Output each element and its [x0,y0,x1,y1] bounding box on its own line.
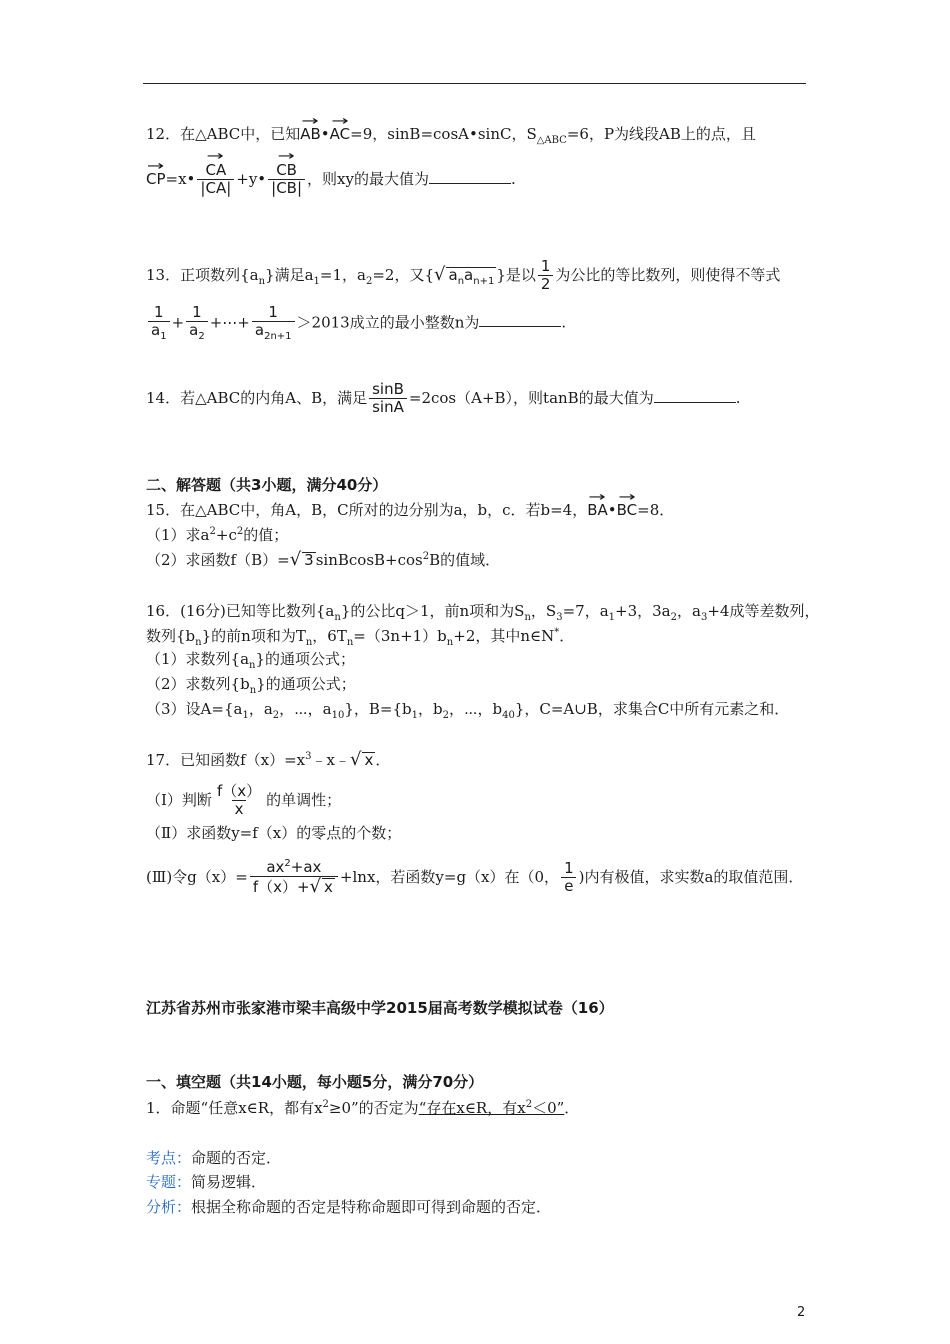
sub: 2 [272,710,280,721]
fenxi-text: 根据全称命题的否定是特称命题即可得到命题的否定． [191,1198,552,1216]
text: ﹣x﹣ [311,751,350,769]
sub: 2 [365,275,373,287]
sub: n [334,612,341,623]
vector-ba: → BA [587,503,608,518]
sub: 10 [331,710,345,721]
fraction-half [538,258,554,294]
text: ≥0”的否定为 [328,1099,419,1117]
fraction-1-e [561,860,577,896]
fraction-g [250,858,338,898]
text: }的通项公式； [256,675,356,693]
q13-line1 [146,258,780,294]
q13-text4: =2，又{ [372,265,434,284]
q12-text: 12．在△ABC中，已知 [146,125,301,143]
text: ，⋯，b [448,700,503,718]
sub: n [249,685,257,696]
sub: n [524,612,531,623]
zhuanti-line [146,1175,266,1190]
text: }，C=A∪B，求集合C中所有元素之和． [514,700,790,718]
q13-text: 13．正项数列{a [146,265,259,284]
q15-part2 [146,551,500,569]
num [263,858,324,876]
sqrt-x: x [324,878,333,897]
text: 的单调性； [266,790,342,809]
sup: 2 [284,858,291,869]
q15-part1 [146,527,288,543]
sub: n [457,275,465,287]
q16-line2 [146,628,574,648]
sub: 3 [556,612,563,623]
text: +lnx，若函数y=g（x）在（0， [339,867,560,886]
sub: 1 [411,710,418,721]
q13-text2: }满足a [265,265,314,284]
radical-sign: √ [309,876,322,898]
sub: n [249,660,256,671]
text: 17．已知函数f（x）=x [146,751,306,769]
a: a [448,265,458,284]
answer-1 [419,1099,565,1117]
text: ＜0” [532,1099,565,1117]
sub: 1 [160,331,167,343]
sub: 1 [608,612,616,623]
text: +2，其中n∈N [453,627,555,645]
sqrt-x: x [364,751,374,769]
vector-ca: → CA [202,162,229,179]
q17-part3 [146,858,803,898]
sqrt-anan1 [446,267,496,287]
vector-cp: → CP [146,172,166,187]
radical-sign: √ [434,263,446,285]
sqrt-3: 3 [304,551,314,569]
sub: n [446,637,454,648]
text: ，6T [312,627,347,645]
q13-ineq: ＞2013成立的最小整数n为 [296,313,480,332]
text: (Ⅲ)令g（x）= [146,867,248,886]
vector-bc: → BC [617,503,638,518]
dot-op: • [320,125,330,143]
text: }的通项公式； [255,650,356,668]
text: }的前n项和为T [201,627,306,645]
q16-part3 [146,702,789,721]
text: )内有极值，求实数a的取值范围． [578,867,804,886]
text: +4成等差数列， [707,602,820,620]
q14-line [146,381,740,417]
den: sinA [369,398,407,416]
q12-line1 [146,127,756,146]
fraction-1-a1 [148,304,170,343]
num: 1 [268,303,278,321]
q13-tail: 为公比的等比数列，则使得不等式 [555,265,781,284]
text: 数列{b [146,627,196,645]
kaodian-label: 考点： [146,1149,192,1167]
text: “存在x∈R，有x [418,1099,526,1117]
text: ． [559,627,575,645]
sup: 2 [525,1099,533,1110]
sub: 2 [442,710,449,721]
a: a [189,321,199,340]
text: （3）设A={a [146,700,243,718]
sup: 2 [236,526,244,537]
radical-sign: √ [289,549,302,570]
fraction-fx-x [214,783,264,819]
sup: 2 [422,551,430,562]
kaodian-line [146,1151,281,1166]
sub: 1 [313,275,320,287]
sub: n [346,637,354,648]
answer-blank-12[interactable] [429,182,511,184]
den: e [561,877,576,895]
page-number: 2 [797,1305,806,1320]
q13-line2 [146,304,566,343]
text: f（x）+ [252,878,310,897]
text: （Ⅰ）判断 [146,790,212,809]
answer1-line [146,1100,579,1116]
zhuanti-label: 专题： [146,1173,192,1191]
fenxi-line [146,1200,551,1215]
header-rule [143,83,806,84]
sub: 2 [198,331,205,343]
period: . [735,388,741,407]
text: ，b [417,700,443,718]
text: }的公比q＞1，前n项和为S [340,602,525,620]
den [148,321,170,343]
num: 1 [154,303,164,321]
sub: 40 [502,710,515,721]
a: a [151,321,161,340]
q17-line1 [146,751,390,769]
num: 1 [192,303,202,321]
plus: + [171,313,185,332]
text: +3，3a [615,602,671,620]
q12-text3: =6，P为线段AB上的点，且 [566,125,756,143]
a: a [254,321,265,340]
sub: n [305,637,313,648]
sub: 3 [700,612,708,623]
fraction-cb [268,162,305,198]
q17-part2: （Ⅱ）求函数y=f（x）的零点的个数； [146,824,402,842]
abs-ca: |CA| [197,179,234,197]
period: ． [564,1099,580,1117]
q12-eq: =9， [350,125,388,143]
text: （2）求数列{b [146,675,250,693]
text: ，⋯，a [279,700,332,718]
num: 1 [564,859,574,878]
q12-text2: sinB=cosA•sinC，S [387,125,537,143]
exam-title: 江苏省苏州市张家港市梁丰高级中学2015届高考数学模拟试卷（16） [146,999,614,1017]
text: }，B={b [344,700,412,718]
abs-cb: |CB| [268,179,305,197]
answer-blank-14[interactable] [654,401,736,403]
vector-cb: → CB [273,162,300,179]
dots: +⋯+ [209,313,250,332]
fraction-ca [197,162,234,198]
q13-text5: }是以 [496,265,536,284]
den [250,876,338,898]
radical-sign: √ [349,749,362,770]
period: . [561,313,567,332]
text: 的值； [243,526,289,544]
zhuanti-text: 简易逻辑． [191,1173,267,1191]
q12-tail: ，则xy的最大值为 [307,169,429,188]
q12-y: +y• [236,169,267,188]
text: ax [266,858,285,876]
sup: * [554,627,560,638]
q14-text: 14．若△ABC的内角A、B，满足 [146,388,368,407]
text: =（3n+1）b [353,627,447,645]
text: ，a [677,602,701,620]
sub: n [258,275,266,287]
fraction-sinb-sina [369,381,407,417]
text: （1）求a [146,526,210,544]
q15-tail: =8． [637,501,675,519]
kaodian-text: 命题的否定． [191,1149,282,1167]
text: B的值域． [429,551,501,569]
text: ，a [248,700,273,718]
section-heading-2: 二、解答题（共3小题，满分40分） [146,476,388,494]
fraction-1-a2n1 [252,304,295,343]
text: （2）求函数f（B）= [146,551,290,569]
den [186,321,208,343]
sub: △ABC [536,135,567,146]
num: 1 [540,257,551,275]
q15-line1 [146,503,674,518]
text: 16．(16分)已知等比数列{a [146,602,335,620]
sub: 2n+1 [264,331,292,343]
den: 2 [538,275,554,293]
fenxi-label: 分析： [146,1198,192,1216]
fraction-1-a2 [186,304,208,343]
text: ，S [530,602,557,620]
sub: 2 [670,612,677,623]
q12-x: =x• [165,169,196,188]
q17-part1 [146,783,341,819]
sub: n [195,637,202,648]
text: =7，a [562,602,609,620]
answer-blank-13[interactable] [479,325,561,327]
q16-part1 [146,652,355,671]
q16-line1 [146,604,819,623]
vector-ab: → AB [300,127,321,142]
dot-op: • [607,501,617,519]
q12-line2 [146,162,516,198]
q16-part2 [146,677,356,696]
period: . [510,169,516,188]
q14-tail: =2cos（A+B），则tanB的最大值为 [408,388,654,407]
num: sinB [372,380,404,398]
text: +ax [290,858,322,876]
den [252,321,295,343]
text: +c [215,526,237,544]
sup: 2 [209,526,216,537]
a: a [464,265,474,284]
sup: 3 [305,751,312,762]
q15-text: 15．在△ABC中，角A，B，C所对的边分别为a，b，c．若b=4， [146,501,588,519]
text: （1）求数列{a [146,650,250,668]
den: x [232,800,247,818]
sub: n+1 [473,275,495,287]
section-heading-1: 一、填空题（共14小题，每小题5分，满分70分） [146,1073,484,1091]
text: sinBcosB+cos [315,551,423,569]
text: 1．命题“任意x∈R，都有x [146,1099,323,1117]
num: f（x） [216,782,262,800]
vector-ac: → AC [330,127,350,142]
period: ． [375,751,391,769]
q13-text3: =1，a [319,265,366,284]
sub: 1 [242,710,249,721]
sup: 2 [322,1099,329,1110]
